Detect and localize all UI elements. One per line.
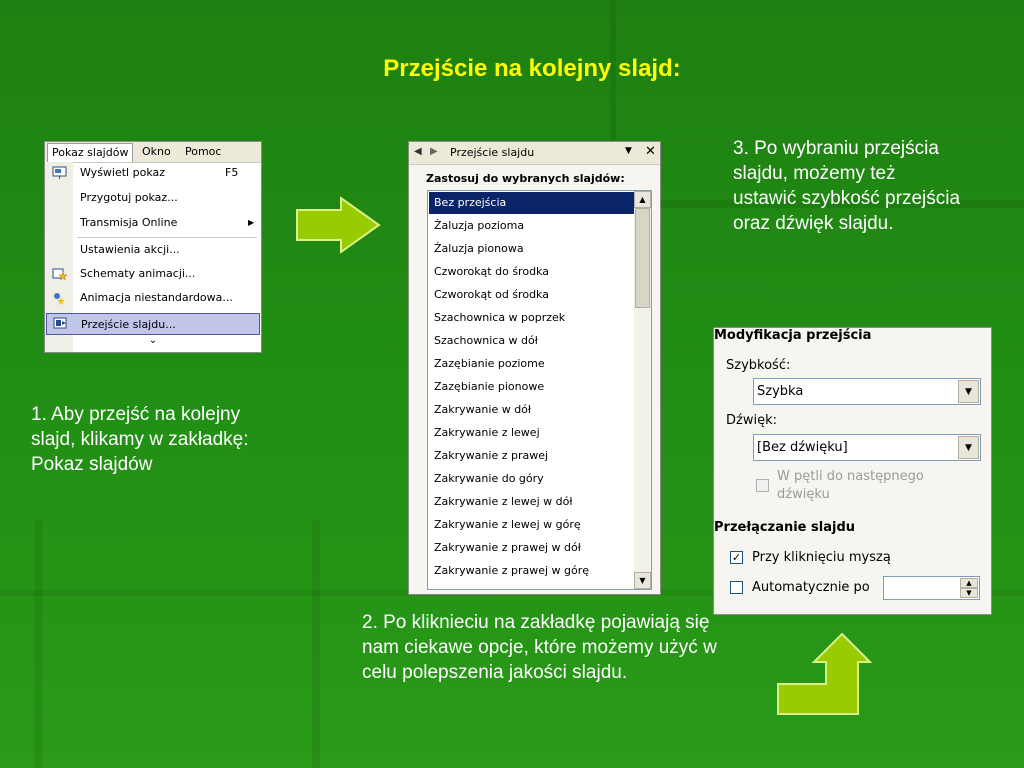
speed-value: Szybka: [757, 384, 804, 399]
checkmark-icon: ✓: [731, 551, 742, 564]
transition-list-item[interactable]: Czworokąt do środka: [434, 265, 549, 278]
scroll-down-icon[interactable]: ▼: [634, 572, 651, 589]
menu-help[interactable]: Pomoc: [185, 145, 222, 158]
menu-slide-show[interactable]: Pokaz slajdów: [47, 143, 133, 162]
transition-listbox[interactable]: [427, 190, 652, 590]
transition-list-item[interactable]: Zazębianie pionowe: [434, 380, 545, 393]
transition-list-item[interactable]: Zazębianie poziome: [434, 357, 545, 370]
sound-select[interactable]: [753, 434, 981, 461]
transition-list-item[interactable]: Żaluzja pozioma: [434, 219, 525, 232]
on-mouse-click-checkbox[interactable]: [730, 551, 743, 564]
loop-sound-checkbox[interactable]: [756, 479, 769, 492]
custom-animation-icon: [52, 291, 67, 305]
advance-slide-header: Przełączanie slajdu: [714, 520, 856, 535]
sound-value: [Bez dźwięku]: [757, 440, 848, 455]
automatically-after-spinner[interactable]: [883, 576, 980, 600]
transition-list-item[interactable]: Zakrywanie z lewej w górę: [434, 518, 581, 531]
slide-transition-icon: [53, 317, 68, 331]
bg-stripe: [34, 520, 42, 768]
speed-label: Szybkość:: [726, 358, 791, 373]
automatically-after-label: Automatycznie po: [752, 580, 870, 595]
speed-select[interactable]: [753, 378, 981, 405]
menu-window[interactable]: Okno: [142, 145, 171, 158]
menu-item-label: Transmisja Online: [80, 216, 178, 229]
menu-item-label: Przejście slajdu...: [81, 318, 176, 331]
menu-item-label: Wyświetl pokaz: [80, 166, 166, 179]
forward-arrow-icon[interactable]: ▶: [430, 146, 438, 157]
right-arrow-shape: [295, 196, 381, 254]
menu-item-setup-show[interactable]: [45, 187, 261, 209]
loop-sound-label: W pętli do następnego: [777, 469, 924, 484]
step3-text: 3. Po wybraniu przejścia slajdu, możemy też ustawić szybkość przejścia oraz dźwięk slajdu.: [733, 138, 961, 234]
chevron-down-icon[interactable]: ▼: [958, 436, 979, 459]
menu-item-shortcut: F5: [225, 166, 239, 179]
submenu-arrow-icon: ▶: [248, 218, 255, 227]
menu-item-label: Ustawienia akcji...: [80, 243, 180, 256]
spin-up-icon[interactable]: ▲: [960, 578, 978, 588]
menu-item-animation-schemes[interactable]: [45, 263, 261, 285]
transition-list-item[interactable]: Żaluzja pionowa: [434, 242, 524, 255]
pane-header: [409, 142, 660, 165]
transition-list-item[interactable]: Zakrywanie do góry: [434, 472, 544, 485]
transition-list-item[interactable]: Zakrywanie z prawej w dół: [434, 541, 581, 554]
transition-list-item[interactable]: Zakrywanie z lewej: [434, 426, 540, 439]
transition-list-item[interactable]: Bez przejścia: [429, 192, 640, 214]
loop-sound-label-line2: dźwięku: [777, 487, 830, 502]
menu-item-action-settings[interactable]: [45, 239, 261, 261]
slideshow-icon: [52, 166, 67, 180]
automatically-after-checkbox[interactable]: [730, 581, 743, 594]
menu-item-online-broadcast[interactable]: [45, 212, 261, 234]
step2-text: 2. Po kliknieciu na zakładkę pojawiają się nam ciekawe opcje, które możemy użyć w celu polepszenia jakości slajdu.: [362, 612, 717, 683]
animation-schemes-icon: [52, 267, 67, 281]
menu-bar: [45, 142, 261, 163]
menu-item-label: Schematy animacji...: [80, 267, 196, 280]
transition-list-item[interactable]: Zakrywanie z prawej: [434, 449, 549, 462]
menu-separator: [77, 237, 257, 238]
menu-item-view-show[interactable]: [45, 162, 261, 184]
transition-list-item[interactable]: Zakrywanie z prawej w górę: [434, 564, 590, 577]
close-icon[interactable]: ✕: [645, 144, 656, 159]
expand-menu-chevron-icon[interactable]: ⌄: [148, 335, 158, 346]
menu-item-slide-transition[interactable]: [46, 313, 260, 335]
spin-down-icon[interactable]: ▼: [960, 588, 978, 598]
listbox-scrollbar[interactable]: [634, 191, 651, 589]
bg-stripe: [312, 520, 320, 768]
slide-title: Przejście na kolejny slajd:: [383, 55, 681, 82]
scroll-up-icon[interactable]: ▲: [634, 191, 651, 208]
transition-list-item[interactable]: Szachownica w poprzek: [434, 311, 566, 324]
up-arrow-shape: [776, 632, 874, 716]
menu-item-custom-animation[interactable]: [45, 287, 261, 309]
pane-subtitle: Zastosuj do wybranych slajdów:: [426, 172, 625, 185]
menu-item-label: Animacja niestandardowa...: [80, 291, 233, 304]
transition-list-item[interactable]: Zakrywanie w dół: [434, 403, 532, 416]
chevron-down-icon[interactable]: ▼: [958, 380, 979, 403]
transition-list-item[interactable]: Zakrywanie z lewej w dół: [434, 495, 573, 508]
back-arrow-icon[interactable]: ◀: [414, 146, 422, 157]
step1-text: 1. Aby przejść na kolejny slajd, klikamy w zakładkę: Pokaz slajdów: [31, 404, 249, 475]
modify-transition-panel: [713, 327, 992, 615]
slide-show-menu: [44, 141, 262, 353]
menu-item-label: Przygotuj pokaz...: [80, 191, 178, 204]
slide-transition-pane: [408, 141, 661, 595]
transition-list-item[interactable]: Szachownica w dół: [434, 334, 538, 347]
modify-transition-header: Modyfikacja przejścia: [714, 328, 872, 343]
pane-menu-dropdown-icon[interactable]: ▼: [625, 146, 632, 156]
on-mouse-click-label: Przy kliknięciu myszą: [752, 550, 891, 565]
scroll-thumb[interactable]: [635, 208, 650, 308]
transition-list-item[interactable]: Czworokąt od środka: [434, 288, 549, 301]
sound-label: Dźwięk:: [726, 413, 777, 428]
pane-title: Przejście slajdu: [450, 146, 535, 159]
